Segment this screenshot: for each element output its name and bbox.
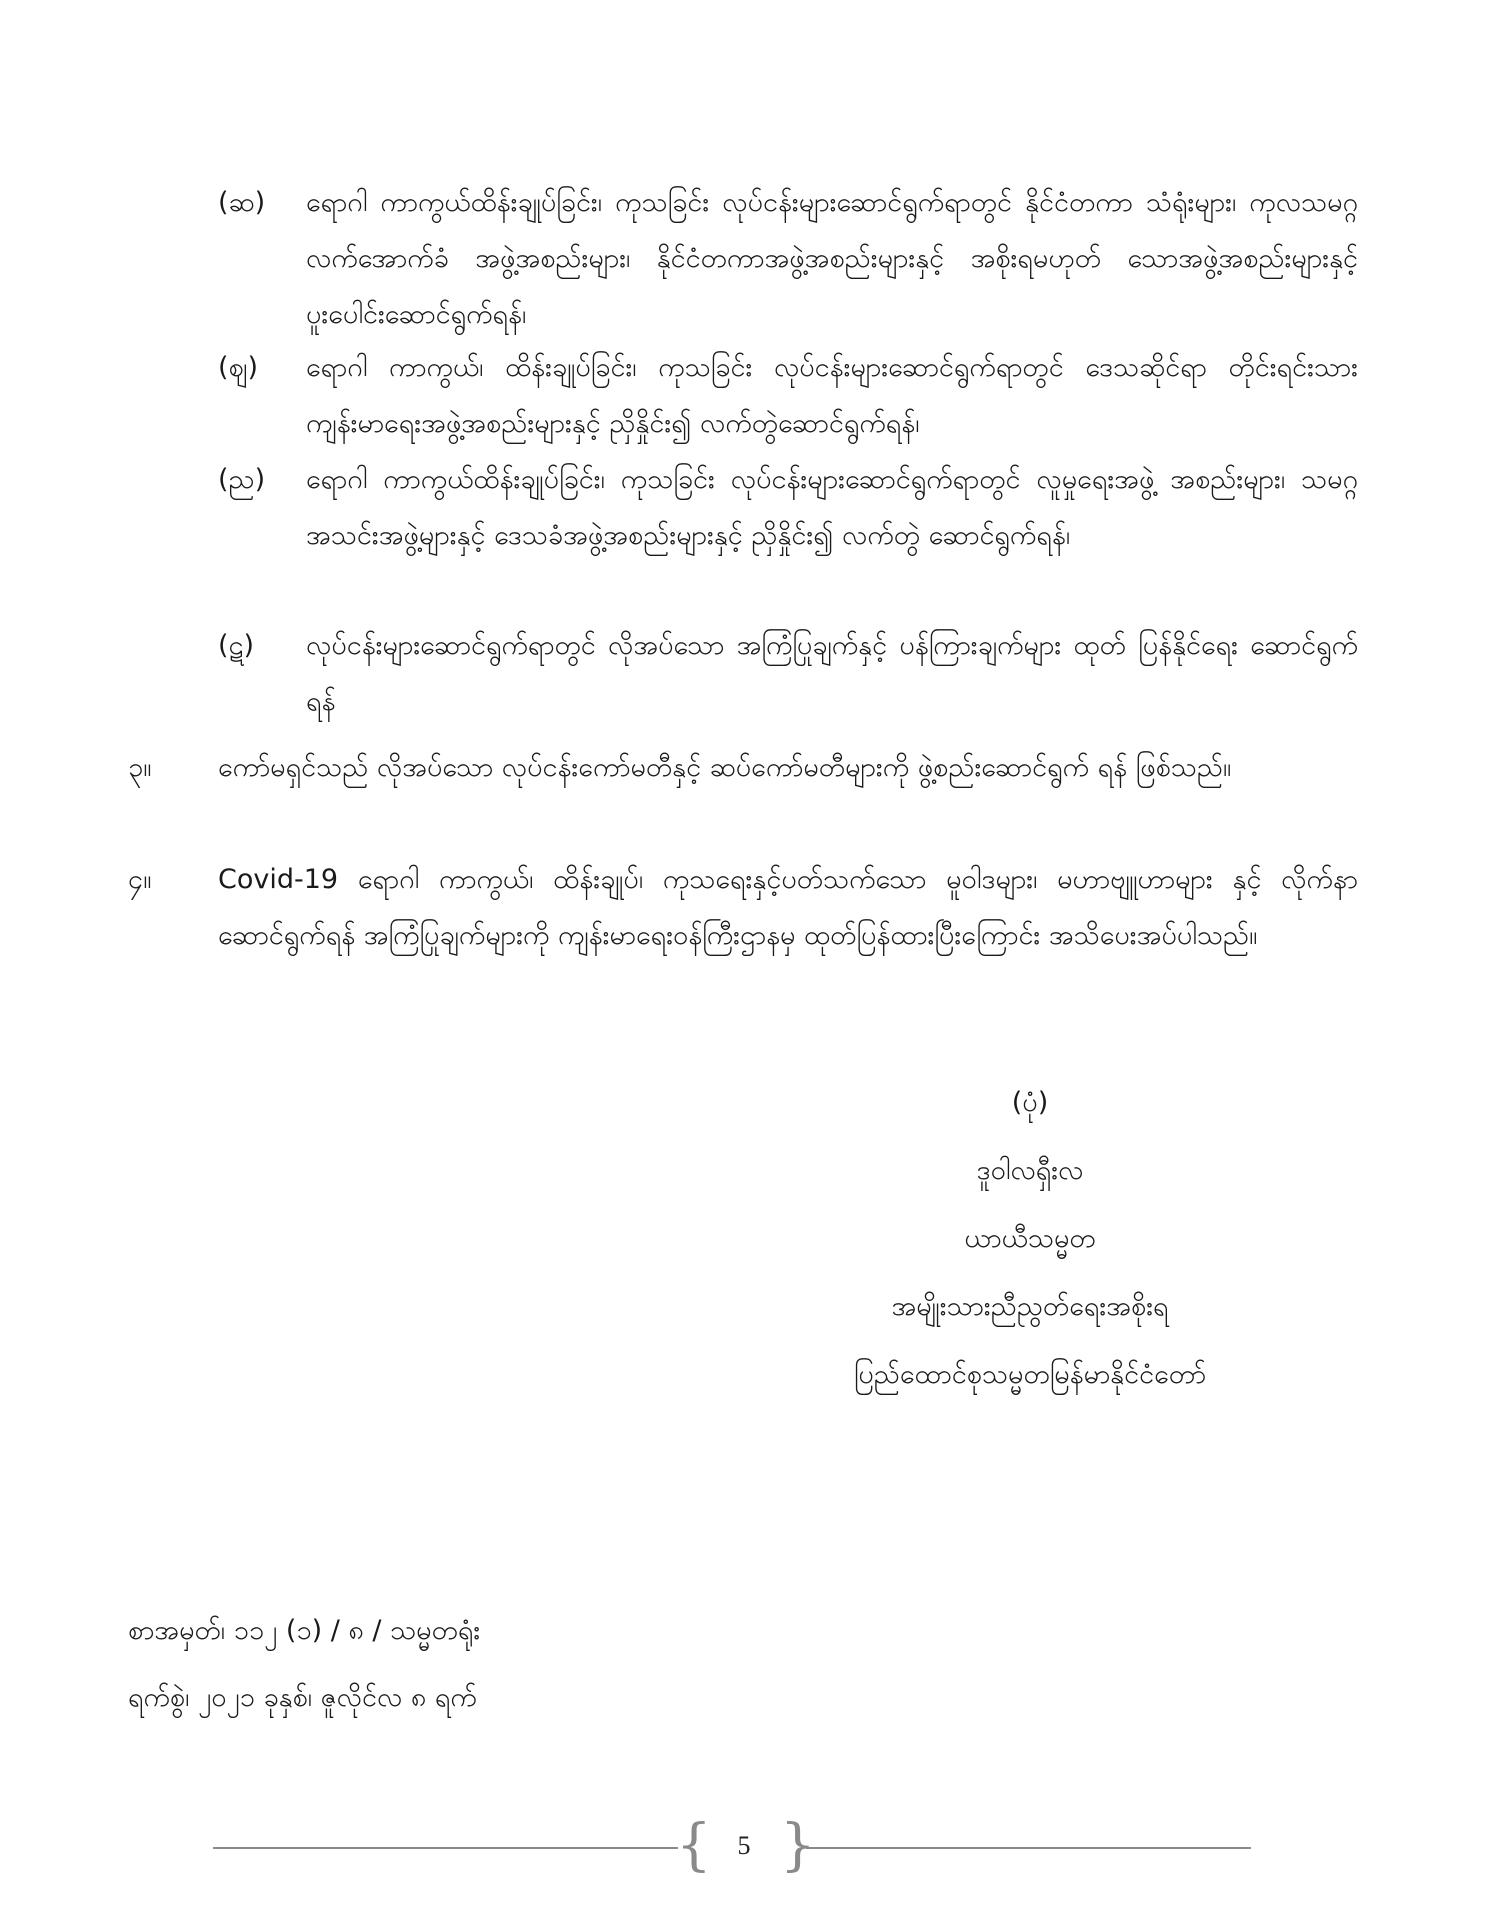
country-name: ပြည်ထောင်စုသမ္မတမြန်မာနိုင်ငံတော် <box>853 1359 1207 1390</box>
letter-date: ရက်စွဲ၊ ၂၀၂၁ ခုနှစ်၊ ဇူလိုင်လ ၈ ရက် <box>128 1682 477 1713</box>
letter-number: စာအမှတ်၊ ၁၁၂ (၁) / ၈ / သမ္မတရုံး <box>128 1615 481 1646</box>
footer-rule-left <box>213 1847 678 1849</box>
footer-bracket-right: } <box>780 1813 816 1878</box>
page-number: 5 <box>737 1831 751 1860</box>
signatory-title: ယာယီသမ္မတ <box>964 1223 1096 1254</box>
item-number: ၃။ <box>128 752 152 783</box>
item-label: (ည) <box>218 464 266 495</box>
footer-rule-right <box>806 1847 1251 1849</box>
item-label: (ဆ) <box>218 187 266 218</box>
item-text: ရောဂါ ကာကွယ်၊ ထိန်းချုပ်ခြင်း၊ ကုသခြင်း လုပ်ငန်းများဆောင်ရွက်ရာတွင် ဒေသဆိုင်ရာ တိုင်းရင်းသား ကျန်းမာရေးအဖွဲ့အစည်းများနှင့် ညှိနှိုင်း၍ လက်တွဲဆောင်ရွက်ရန်၊ <box>306 352 1358 439</box>
signature-mark: (ပုံ) <box>1011 1087 1049 1118</box>
footer-bracket-left: { <box>676 1813 712 1878</box>
item-label: (ဋ) <box>218 630 255 661</box>
government-name: အမျိုးသားညီညွတ်ရေးအစိုးရ <box>891 1291 1169 1322</box>
item-text: ရောဂါ ကာကွယ်ထိန်းချုပ်ခြင်း၊ ကုသခြင်း လုပ်ငန်းများဆောင်ရွက်ရာတွင် နိုင်ငံတကာ သံရုံးများ၊ ကုလသမဂ္ဂလက်အောက်ခံ အဖွဲ့အစည်းများ၊ နိုင်ငံတကာအဖွဲ့အစည်းများနှင့် အစိုးရမဟုတ် သောအဖွဲ့အစည်းများနှင့် ပူးပေါင်းဆောင်ရွက်ရန်၊ <box>306 187 1358 330</box>
item-text: ကော်မရှင်သည် လိုအပ်သော လုပ်ငန်းကော်မတီနှင့် ဆပ်ကော်မတီများကို ဖွဲ့စည်းဆောင်ရွက် ရန် ဖြစ်သည်။ <box>218 752 1232 783</box>
item-text: Covid-19 ရောဂါ ကာကွယ်၊ ထိန်းချုပ်၊ ကုသရေးနှင့်ပတ်သက်သော မူဝါဒများ၊ မဟာဗျူဟာများ နှင့် လိုက်နာဆောင်ရွက်ရန် အကြံပြုချက်များကို ကျန်းမာရေးဝန်ကြီးဌာနမှ ထုတ်ပြန်ထားပြီးကြောင်း အသိပေးအပ်ပါသည်။ <box>218 864 1358 951</box>
item-number: ၄။ <box>128 864 152 895</box>
signatory-name: ဒူဝါလရှီးလ <box>976 1155 1084 1186</box>
item-text: ရောဂါ ကာကွယ်ထိန်းချုပ်ခြင်း၊ ကုသခြင်း လုပ်ငန်းများဆောင်ရွက်ရာတွင် လူမှုရေးအဖွဲ့ အစည်းများ၊ သမဂ္ဂအသင်းအဖွဲ့များနှင့် ဒေသခံအဖွဲ့အစည်းများနှင့် ညှိနှိုင်း၍ လက်တွဲ ဆောင်ရွက်ရန်၊ <box>306 464 1358 551</box>
item-text: လုပ်ငန်းများဆောင်ရွက်ရာတွင် လိုအပ်သော အကြံပြုချက်နှင့် ပန်ကြားချက်များ ထုတ် ပြန်နိုင်ရေး ဆောင်ရွက်ရန် <box>306 630 1358 717</box>
item-label: (ဈ) <box>218 352 259 383</box>
